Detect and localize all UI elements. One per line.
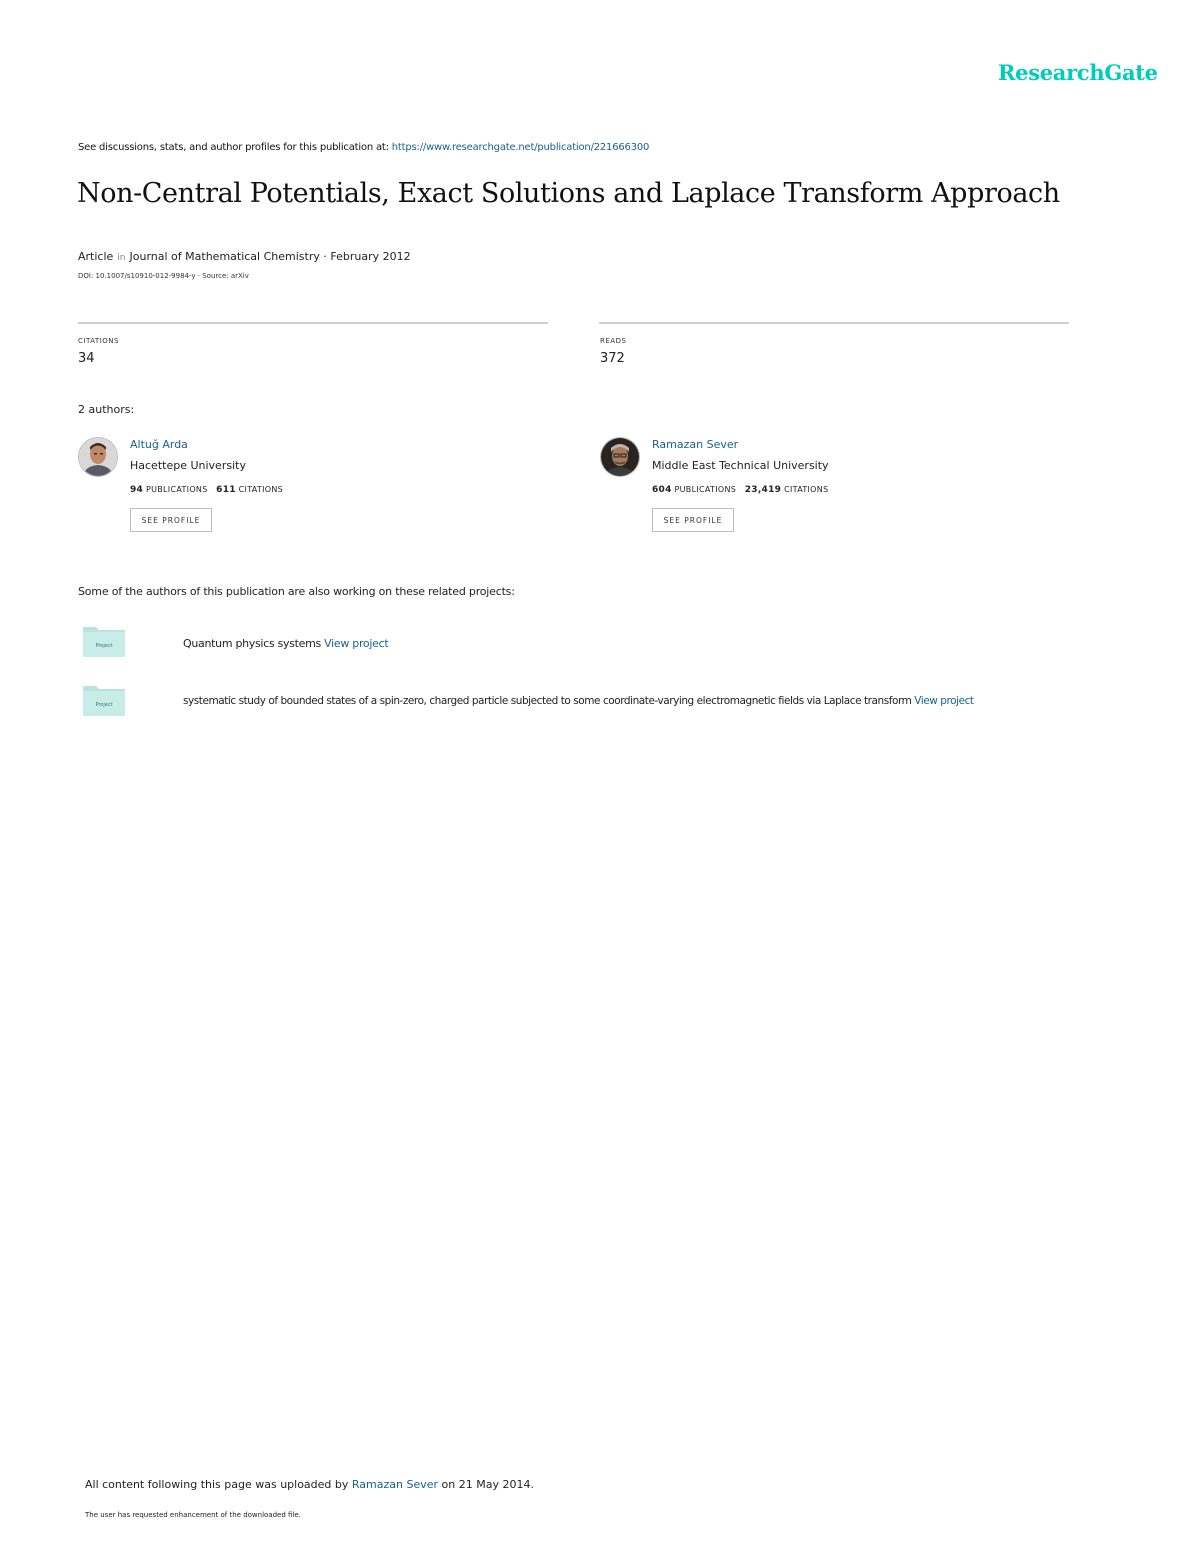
projects-intro: Some of the authors of this publication are also working on these related projects: [78, 585, 515, 598]
publication-title: Non-Central Potentials, Exact Solutions and Laplace Transform Approach [77, 178, 1060, 209]
publication-type: Article [78, 250, 114, 263]
avatar-photo-icon [601, 438, 639, 476]
requested-enhancement-note: The user has requested enhancement of the downloaded file. [85, 1511, 301, 1519]
authors-heading: 2 authors: [78, 403, 135, 416]
author-avatar[interactable] [78, 437, 118, 477]
uploader-link[interactable]: Ramazan Sever [351, 1478, 439, 1491]
uploaded-suffix: on 21 May 2014. [441, 1478, 534, 1491]
author-name-link[interactable]: Altuğ Arda [130, 438, 188, 451]
project-item [183, 695, 974, 707]
author-stats [652, 485, 828, 495]
author-institution: Hacettepe University [130, 459, 246, 472]
see-profile-button[interactable]: SEE PROFILE [130, 508, 212, 532]
type-badge: in [117, 253, 126, 263]
researchgate-logo[interactable]: ResearchGate [998, 60, 1158, 85]
citations-count: 611 [216, 485, 236, 495]
doi-line: DOI: 10.1007/s10910-012-9984-y · Source: arXiv [78, 272, 249, 280]
view-project-link[interactable]: View project [324, 637, 389, 650]
publications-label: PUBLICATIONS [145, 485, 208, 494]
journal-date: Journal of Mathematical Chemistry · February 2012 [129, 250, 411, 263]
publications-label: PUBLICATIONS [674, 485, 737, 494]
avatar-photo-icon [79, 438, 117, 476]
project-icon-label: Project [95, 643, 113, 649]
publication-meta [78, 250, 411, 263]
uploaded-prefix: All content following this page was uploaded by [85, 1478, 349, 1491]
project-title: Quantum physics systems [183, 637, 321, 650]
citations-count: 23,419 [744, 485, 782, 495]
publication-url-link[interactable]: https://www.researchgate.net/publication/221666300 [391, 142, 650, 153]
publications-count: 94 [130, 485, 144, 495]
author-institution: Middle East Technical University [652, 459, 829, 472]
project-title: systematic study of bounded states of a spin-zero, charged particle subjected to some coordinate-varying electromagnetic fields via Laplace transform [183, 695, 912, 707]
author-name-link[interactable]: Ramazan Sever [652, 438, 739, 451]
see-profile-button[interactable]: SEE PROFILE [652, 508, 734, 532]
citations-label: CITATIONS [78, 337, 119, 345]
author-stats [130, 485, 283, 495]
discussion-line [78, 142, 649, 153]
citations-value: 34 [78, 351, 95, 366]
project-item [183, 637, 388, 650]
uploaded-note [85, 1478, 534, 1491]
reads-label: READS [600, 337, 627, 345]
publications-count: 604 [652, 485, 672, 495]
author-avatar[interactable] [600, 437, 640, 477]
reads-divider [599, 322, 1069, 324]
project-folder-icon [82, 624, 126, 658]
project-folder-icon [82, 683, 126, 717]
discussion-prefix: See discussions, stats, and author profiles for this publication at: [78, 142, 389, 153]
citations-label: CITATIONS [784, 485, 829, 494]
citations-divider [78, 322, 548, 324]
view-project-link[interactable]: View project [914, 695, 974, 707]
citations-label: CITATIONS [238, 485, 284, 494]
project-icon-label: Project [95, 702, 113, 708]
reads-value: 372 [600, 351, 625, 366]
